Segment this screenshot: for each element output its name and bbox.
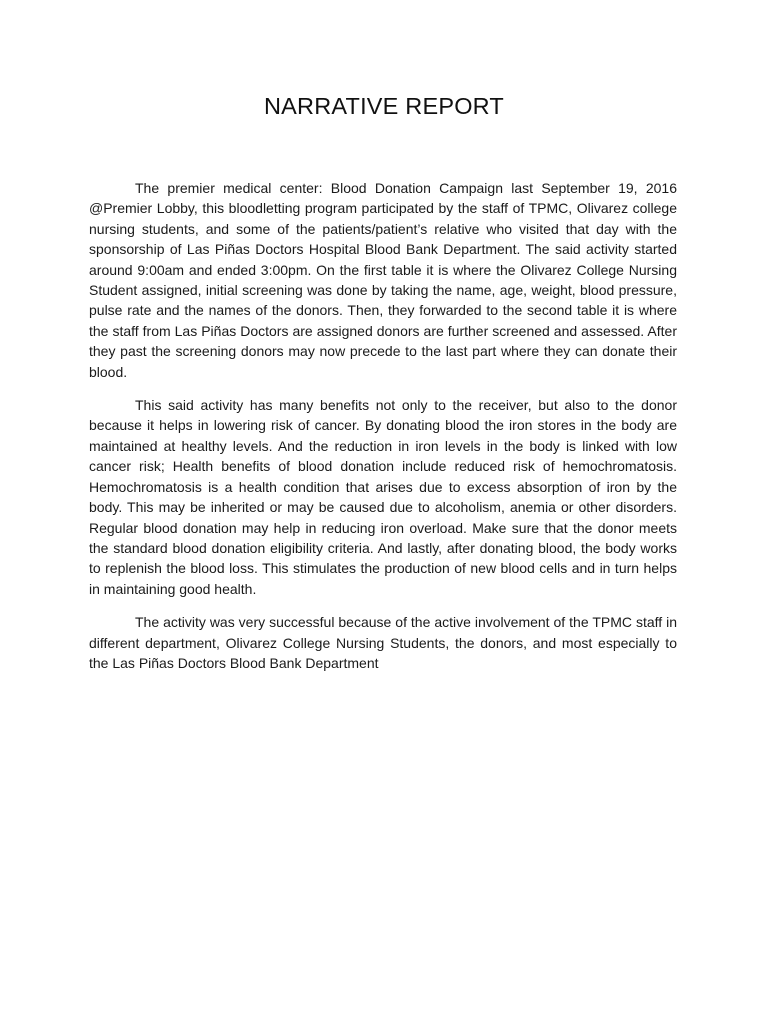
paragraph-conclusion: The activity was very successful because of the active involvement of the TPMC staff in different department, Olivarez College Nursing Students, the donors, and most especially to the Las Piñas Doctors Blood Bank Department — [89, 614, 677, 671]
document-title: NARRATIVE REPORT — [264, 93, 504, 119]
document-body — [89, 178, 677, 686]
paragraph-benefits: This said activity has many benefits not only to the receiver, but also to the donor because it helps in lowering risk of cancer. By donating blood the iron stores in the body are maintained at healthy levels. And the reduction in iron levels in the body is linked with low cancer risk; Health benefits of blood donation include reduced risk of hemochromatosis. Hemochromatosis is a health condition that arises due to excess absorption of iron by the body. This may be inherited or may be caused due to alcoholism, anemia or other disorders. Regular blood donation may help in reducing iron overload. Make sure that the donor meets the standard blood donation eligibility criteria. And lastly, after donating blood, the body works to replenish the blood loss. This stimulates the production of new blood cells and in turn helps in maintaining good health. — [89, 397, 677, 597]
paragraph-event-summary: The premier medical center: Blood Donation Campaign last September 19, 2016 @Premier Lobby, this bloodletting program participated by the staff of TPMC, Olivarez college nursing students, and some of the patients/patient’s relative who visited that day with the sponsorship of Las Piñas Doctors Hospital Blood Bank Department. The said activity started around 9:00am and ended 3:00pm. On the first table it is where the Olivarez College Nursing Student assigned, initial screening was done by taking the name, age, weight, blood pressure, pulse rate and the names of the donors. Then, they forwarded to the second table it is where the staff from Las Piñas Doctors are assigned donors are further screened and assessed. After they past the screening donors may now precede to the last part where they can donate their blood. — [89, 180, 677, 380]
